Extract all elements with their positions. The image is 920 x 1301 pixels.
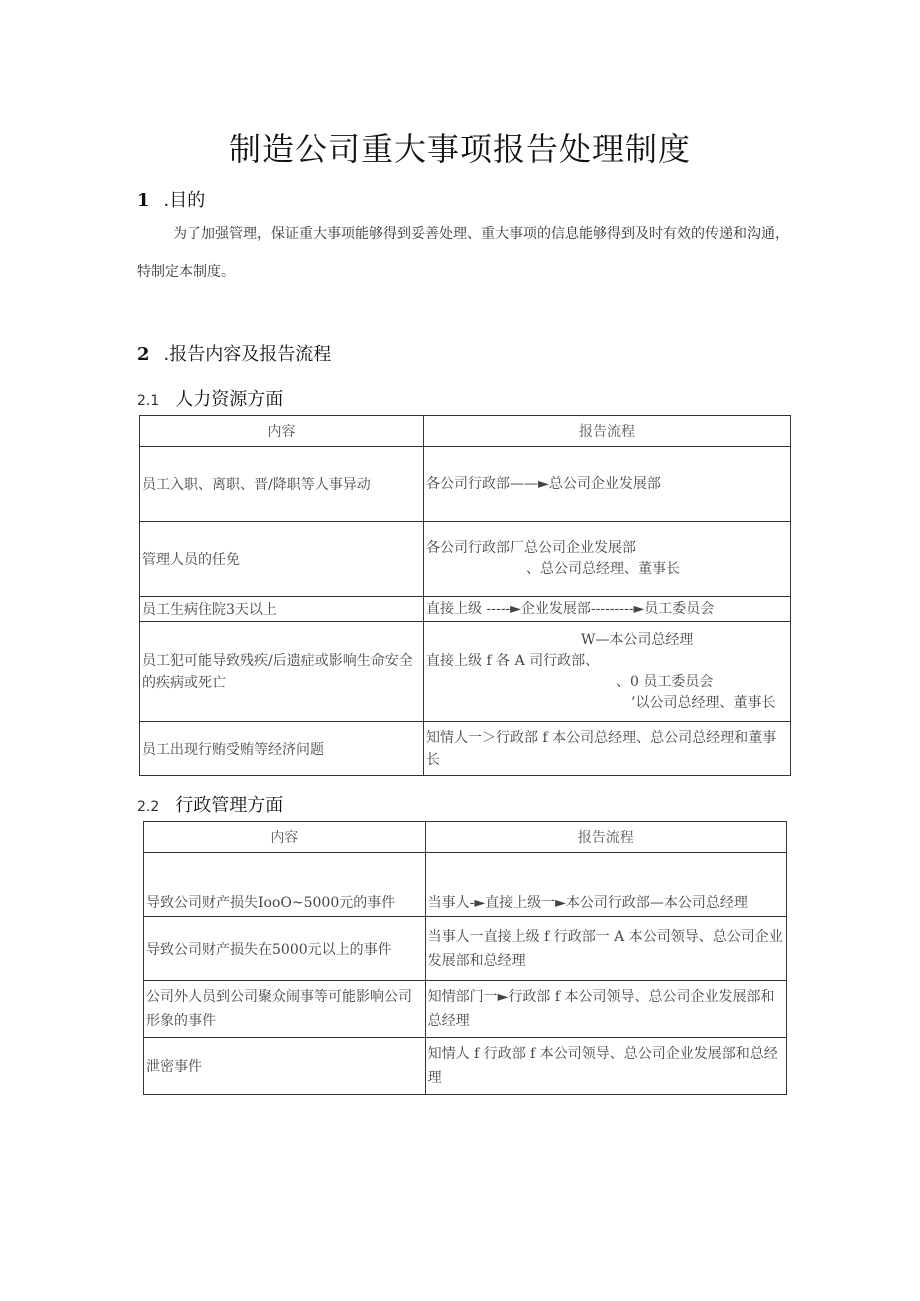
table-row [144, 981, 787, 1038]
row-flow: 当事人-►直接上级一►本公司行政部—本公司总经理 [425, 853, 786, 917]
flow-line: 、0 员工委员会 [616, 673, 714, 690]
document-title: 制造公司重大事项报告处理制度 [228, 130, 691, 168]
table-row [140, 597, 791, 622]
section-2-title: .报告内容及报告流程 [163, 344, 332, 365]
table-row [140, 522, 791, 597]
flow-line: 各公司行政部——►总公司企业发展部 [426, 475, 661, 492]
section-1-title: .目的 [163, 190, 206, 211]
section-2-number: 2 [137, 344, 150, 365]
row-content: 管理人员的任免 [140, 522, 424, 597]
flow-line: 各公司行政部厂总公司企业发展部 [426, 540, 637, 556]
row-flow: 知情人一＞行政部 f 本公司总经理、总公司总经理和董事长 [424, 722, 791, 776]
flow-line: ’以公司总经理、董事长 [631, 694, 776, 711]
column-header-content: 内容 [140, 416, 424, 447]
flow-line: 直接上级 f 各 A 司行政部、 [426, 652, 600, 669]
section-1-number: 1 [137, 190, 150, 211]
hr-report-table [139, 415, 791, 776]
row-flow [424, 622, 791, 722]
row-content: 员工出现行贿受贿等经济问题 [140, 722, 424, 776]
flow-line: 、总公司总经理、董事长 [526, 561, 681, 577]
row-content: 员工犯可能导致残疾/后遗症或影响生命安全的疾病或死亡 [140, 622, 424, 722]
admin-report-table [143, 821, 787, 1095]
table-row [144, 1038, 787, 1095]
row-flow [424, 447, 791, 522]
table-row [144, 917, 787, 981]
section-1-paragraph: 为了加强管理，保证重大事项能够得到妥善处理、重大事项的信息能够得到及时有效的传递和沟通，特制定本制度。 [137, 226, 789, 280]
section-2-heading [137, 340, 331, 366]
row-content: 导致公司财产损失在5000元以上的事件 [144, 917, 426, 981]
row-flow: 知情部门一►行政部 f 本公司领导、总公司企业发展部和总经理 [425, 981, 786, 1038]
table-header-row [144, 822, 787, 853]
row-content: 泄密事件 [144, 1038, 426, 1095]
subsection-2-2-heading [137, 791, 283, 817]
row-flow [424, 597, 791, 622]
row-flow: 知情人 f 行政部 f 本公司领导、总公司企业发展部和总经理 [425, 1038, 786, 1095]
subsection-2-1-heading [137, 385, 283, 411]
section-1-heading [137, 186, 205, 212]
row-content: 员工入职、离职、晋/降职等人事异动 [140, 447, 424, 522]
row-content: 公司外人员到公司聚众闹事等可能影响公司形象的事件 [144, 981, 426, 1038]
flow-line: 直接上级 -----►企业发展部---------►员工委员会 [426, 600, 715, 617]
row-flow [424, 522, 791, 597]
column-header-content: 内容 [144, 822, 426, 853]
table-row [140, 447, 791, 522]
row-flow: 当事人一直接上级 f 行政部一 A 本公司领导、总公司企业发展部和总经理 [425, 917, 786, 981]
flow-line: W—本公司总经理 [581, 631, 694, 648]
table-row [140, 722, 791, 776]
subsection-2-2-title: 行政管理方面 [175, 795, 284, 816]
subsection-2-2-number: 2.2 [137, 799, 160, 815]
column-header-flow: 报告流程 [425, 822, 786, 853]
row-content: 员工生病住院3天以上 [140, 597, 424, 622]
table-row [144, 853, 787, 917]
subsection-2-1-title: 人力资源方面 [175, 389, 284, 410]
table-row [140, 622, 791, 722]
subsection-2-1-number: 2.1 [137, 393, 160, 409]
row-content: 导致公司财产损失IooO~5000元的事件 [144, 853, 426, 917]
column-header-flow: 报告流程 [424, 416, 791, 447]
table-header-row [140, 416, 791, 447]
